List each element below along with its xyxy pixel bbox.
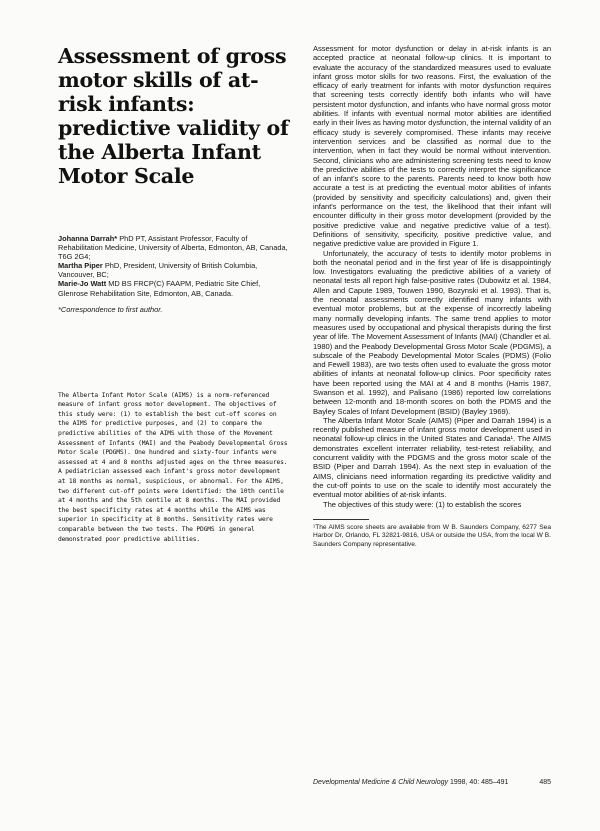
footer-citation [313,779,508,786]
page-footer [313,779,551,786]
abstract: The Alberta Infant Motor Scale (AIMS) is a norm-referenced measure of infant gross motor development. The objectives of this study were: (1) to establish the best cut-off scores on the AIMS for predictive purposes, and (2) to compare the predictive abilities of the AIMS with those of the Movement Assessment of Infants (MAI) and the Peabody Developmental Gross Motor Scale (PDGMS). One hundred and sixty-four infants were assessed at 4 and 8 months adjusted ages on the three measures. A pediatrician assessed each infant's gross motor development at 18 months as normal, suspicious, or abnormal. For the AIMS, two different cut-off points were identified: the 10th centile at 4 months and the 5th centile at 8 months. The MAI provided the best specificity rates at 4 months while the AIMS was superior in specificity at 8 months. Sensitivity rates were comparable between the two tests. The PDGMS in general demonstrated poor predictive abilities. [58,391,288,543]
right-column [313,44,551,549]
author-name: Martha Piper [58,261,103,271]
body-paragraph: Assessment for motor dysfunction or delay in at-risk infants is an accepted practice at neonatal follow-up clinics. It is important to evaluate the accuracy of the standardized measures used to evaluate infant gross motor skills for two reasons. First, the evaluation of the efficacy of early treatment for infants with motor dysfunction requires that screening tests correctly identify both infants who will have persistent motor dysfunction, and infants who have normal gross motor abilities. If infants with eventual normal motor abilities are identified early in their lives as having motor dysfunction, the internal validity of an efficacy study is severely compromised. These infants may receive intervention services and be classified as normal due to the intervention, when in fact they would be normal without intervention. Second, clinicians who are administering screening tests need to know the predictive abilities of the tests to correctly interpret the significance of an infant's score to the parents. Parents need to know both how accurate a test is at predicting the eventual motor abilities of infants (provided by sensitivity and specificity calculations) and, given their infant's performance on the test, the likelihood that their infant will encounter difficulty in their gross motor development (provided by the positive predictive value and negative predictive value of a test). Definitions of sensitivity, specificity, positive predictive value, and negative predictive value are provided in Figure 1. [313,44,551,249]
author-list [58,234,290,298]
author-entry [58,279,290,297]
author-affiliation: PhD PT, Assistant Professor, Faculty of Rehabilitation Medicine, University of Alberta, Edmonton, AB, Canada, T6G 2G4; [58,234,288,262]
body-paragraph: The objectives of this study were: (1) to establish the scores [323,499,522,509]
volume-pages: 1998, 40: 485–491 [449,779,509,786]
author-name: Marie-Jo Watt [58,279,107,289]
body-paragraph: The Alberta Infant Motor Scale (AIMS) (Piper and Darrah 1994) is a recently published measure of infant gross motor development used in neonatal follow-up clinics in the United States and Canada¹. The AIMS demonstrates excellent interrater reliability, test-retest reliability, and concurrent validity with the PDGMS and the gross motor scale of the BSID (Piper and Darrah 1994). As the next step in evaluation of the AIMS, clinicians need information regarding its predictive validity and the cut-off points to use on the scale to identify most accurately the eventual motor abilities of at-risk infants. [313,415,551,500]
journal-name: Developmental Medicine & Child Neurology [313,779,449,786]
body-paragraph: Unfortunately, the accuracy of tests to identify motor problems in both the neonatal period and in the first year of life is disappointingly low. Investigators evaluating the predictive abilities of a variety of neonatal tests all report high false-positive rates (Dubowitz et al. 1984, Allen and Capute 1989, Touwen 1990, Bozynski et al. 1993). That is, the neonatal assessments correctly identified many infants with eventual motor problems, but at the expense of incorrectly labeling many normally developing infants. The same trend applies to motor measures used by occupational and physical therapists during the first year of life. The Movement Assessment of Infants (MAI) (Chandler et al. 1980) and the Peabody Developmental Gross Motor Scale (PDGMS), a subscale of the Peabody Developmental Motor Scales (PDMS) (Folio and Fewell 1983), are two tests often used to evaluate the gross motor abilities of infants at neonatal follow-up clinics. Poor specificity rates have been reported using the MAI at 4 and 8 months (Harris 1987, Swanson et al. 1992), and Palisano (1986) reported low correlations between 12-month and 18-month scores on both the PDMS and the Bayley Scales of Infant Development (BSID) (Bayley 1969). [313,248,551,416]
author-affiliation: MD BS FRCP(C) FAAPM, Pediatric Site Chief, Glenrose Rehabilitation Site, Edmonton, AB, Canada. [58,279,261,298]
left-column [58,44,290,544]
page-number: 485 [539,779,551,786]
author-affiliation: PhD, President, University of British Columbia, Vancouver, BC; [58,261,258,280]
correspondence-note: *Correspondence to first author. [58,304,163,314]
author-name: Johanna Darrah* [58,234,118,243]
author-entry [58,261,290,279]
footnote: ¹The AIMS score sheets are available from W B. Saunders Company, 6277 Sea Harbor Dr, Orlando, FL 32821-9816, USA or outside the USA, from the local W B. Saunders Company representative. [313,523,551,548]
footnote-divider [313,519,369,520]
author-entry [58,234,290,261]
article-title: Assessment of gross motor skills of at-risk infants: predictive validity of the Alberta Infant Motor Scale [58,44,289,188]
